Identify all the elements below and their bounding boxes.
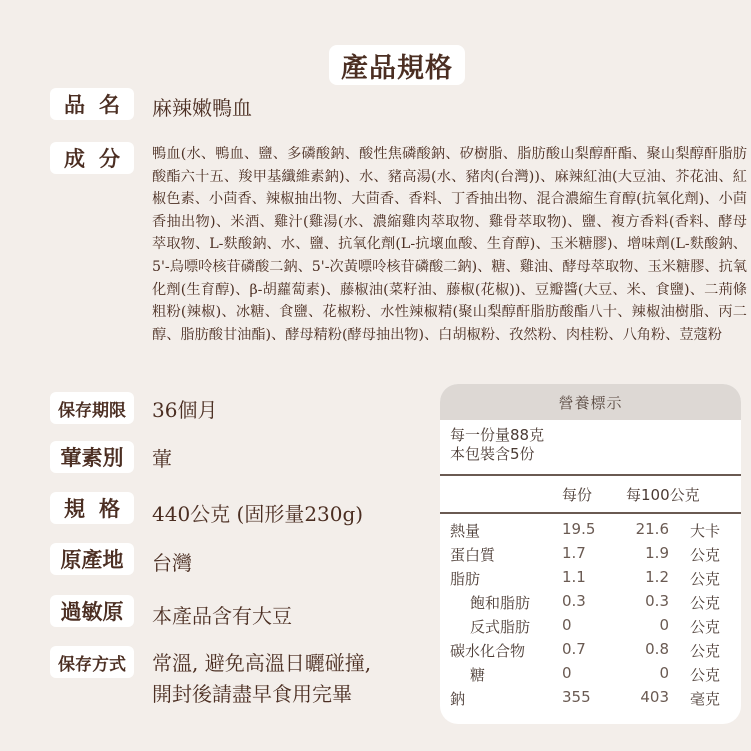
nutrition-header: 營養標示 [440,384,741,420]
nutrition-row-sugar [440,664,741,688]
nutrition-divider [440,512,741,514]
nutrient-per-serving: 355 [562,688,591,706]
nutrient-per-serving: 19.5 [562,520,596,538]
nutrient-per-serving: 0 [562,616,572,634]
storage-line-1: 常溫, 避免高溫日曬碰撞, [152,651,372,675]
nutrient-name: 鈉 [450,690,466,708]
ingredients-text: 鴨血(水、鴨血、鹽、多磷酸鈉、酸性焦磷酸鈉、矽樹脂、脂肪酸山梨醇酐酯、聚山梨醇酐脂肪酸酯六十五、羧甲基纖維素鈉)、水、豬高湯(水、豬肉(台灣))、麻辣紅油(大豆油、芥花油、紅椒色素、小茴香、辣椒抽出物、大茴香、香料、丁香抽出物、混合濃縮生育醇(抗氧化劑)、小茴香抽出物)、米酒、雞汁(雞湯(水、濃縮雞肉萃取物、雞骨萃取物)、鹽、複方香料(香料、酵母萃取物、L-麩酸鈉、水、鹽、抗氧化劑(L-抗壞血酸、生育醇)、玉米糖膠)、增味劑(L-麩酸鈉、5'-烏嘌呤核苷磷酸二鈉、5'-次黃嘌呤核苷磷酸二鈉)、糖、雞油、酵母萃取物、玉米糖膠、抗氧化劑(生育醇)、β-胡蘿蔔素)、藤椒油(菜籽油、藤椒(花椒))、豆瓣醬(大豆、米、食鹽)、二荊條粗粉(辣椒)、冰糖、食鹽、花椒粉、水性辣椒精(聚山梨醇酐脂肪酸酯八十、辣椒油樹脂、丙二醇、脂肪酸甘油酯)、酵母精粉(酵母抽出物)、白胡椒粉、孜然粉、肉桂粉、八角粉、荳蔻粉 [152,146,747,343]
nutrient-name: 蛋白質 [450,546,496,564]
nutrient-name: 飽和脂肪 [470,594,531,612]
nutrient-name: 反式脂肪 [470,618,531,636]
origin-label: 原產地 [50,543,134,575]
nutrition-row-protein [440,544,741,568]
nutrient-name: 熱量 [450,522,481,540]
servings-per-pack: 本包裝含5份 [450,445,535,463]
nutrient-per-100g: 403 [640,688,669,706]
storage-line-2: 開封後請盡早食用完畢 [152,682,352,706]
nutrient-per-100g: 0.3 [645,592,669,610]
shelf-life-value: 36個月 [152,398,218,422]
nutrient-unit: 公克 [690,546,721,564]
nutrition-row-carbohydrate [440,640,741,664]
product-name-value: 麻辣嫩鴨血 [152,96,252,120]
nutrient-unit: 毫克 [690,690,721,708]
nutrient-per-100g: 1.2 [645,568,669,586]
nutrient-per-serving: 0 [562,664,572,682]
nutrient-unit: 公克 [690,594,721,612]
nutrient-name: 碳水化合物 [450,642,526,660]
nutrition-panel [440,384,741,724]
nutrition-row-trans-fat [440,616,741,640]
storage-value [152,648,371,710]
nutrition-divider [440,474,741,476]
page-title: 產品規格 [329,45,465,85]
storage-label: 保存方式 [50,646,134,678]
nutrient-per-100g: 0 [659,664,669,682]
nutrient-name: 糖 [470,666,486,684]
nutrition-serving-info [450,426,544,464]
nutrient-per-100g: 21.6 [635,520,669,538]
nutrient-unit: 大卡 [690,522,721,540]
ingredients-label: 成分 [50,142,134,174]
nutrient-per-serving: 1.1 [562,568,586,586]
allergen-label: 過敏原 [50,595,134,627]
nutrient-unit: 公克 [690,642,721,660]
nutrient-per-serving: 0.7 [562,640,586,658]
shelf-life-label: 保存期限 [50,392,134,424]
nutrition-row-energy [440,520,741,544]
nutrient-name: 脂肪 [450,570,481,588]
nutrient-per-serving: 1.7 [562,544,586,562]
col-per-100g: 每100公克 [626,486,700,504]
allergen-value: 本產品含有大豆 [152,604,292,628]
serving-size: 每一份量88克 [450,426,545,444]
nutrient-per-serving: 0.3 [562,592,586,610]
product-name-label: 品名 [50,88,134,120]
nutrient-unit: 公克 [690,666,721,684]
spec-label: 規格 [50,492,134,524]
col-per-serving: 每份 [562,486,593,504]
nutrient-unit: 公克 [690,618,721,636]
nutrition-row-saturated-fat [440,592,741,616]
origin-value: 台灣 [152,551,192,575]
nutrition-row-sodium [440,688,741,712]
diet-type-value: 葷 [152,447,172,471]
nutrient-per-100g: 0.8 [645,640,669,658]
diet-type-label: 葷素別 [50,441,134,473]
nutrition-row-fat [440,568,741,592]
spec-value: 440公克 (固形量230g) [152,502,364,526]
nutrient-per-100g: 1.9 [645,544,669,562]
nutrient-per-100g: 0 [659,616,669,634]
nutrient-unit: 公克 [690,570,721,588]
